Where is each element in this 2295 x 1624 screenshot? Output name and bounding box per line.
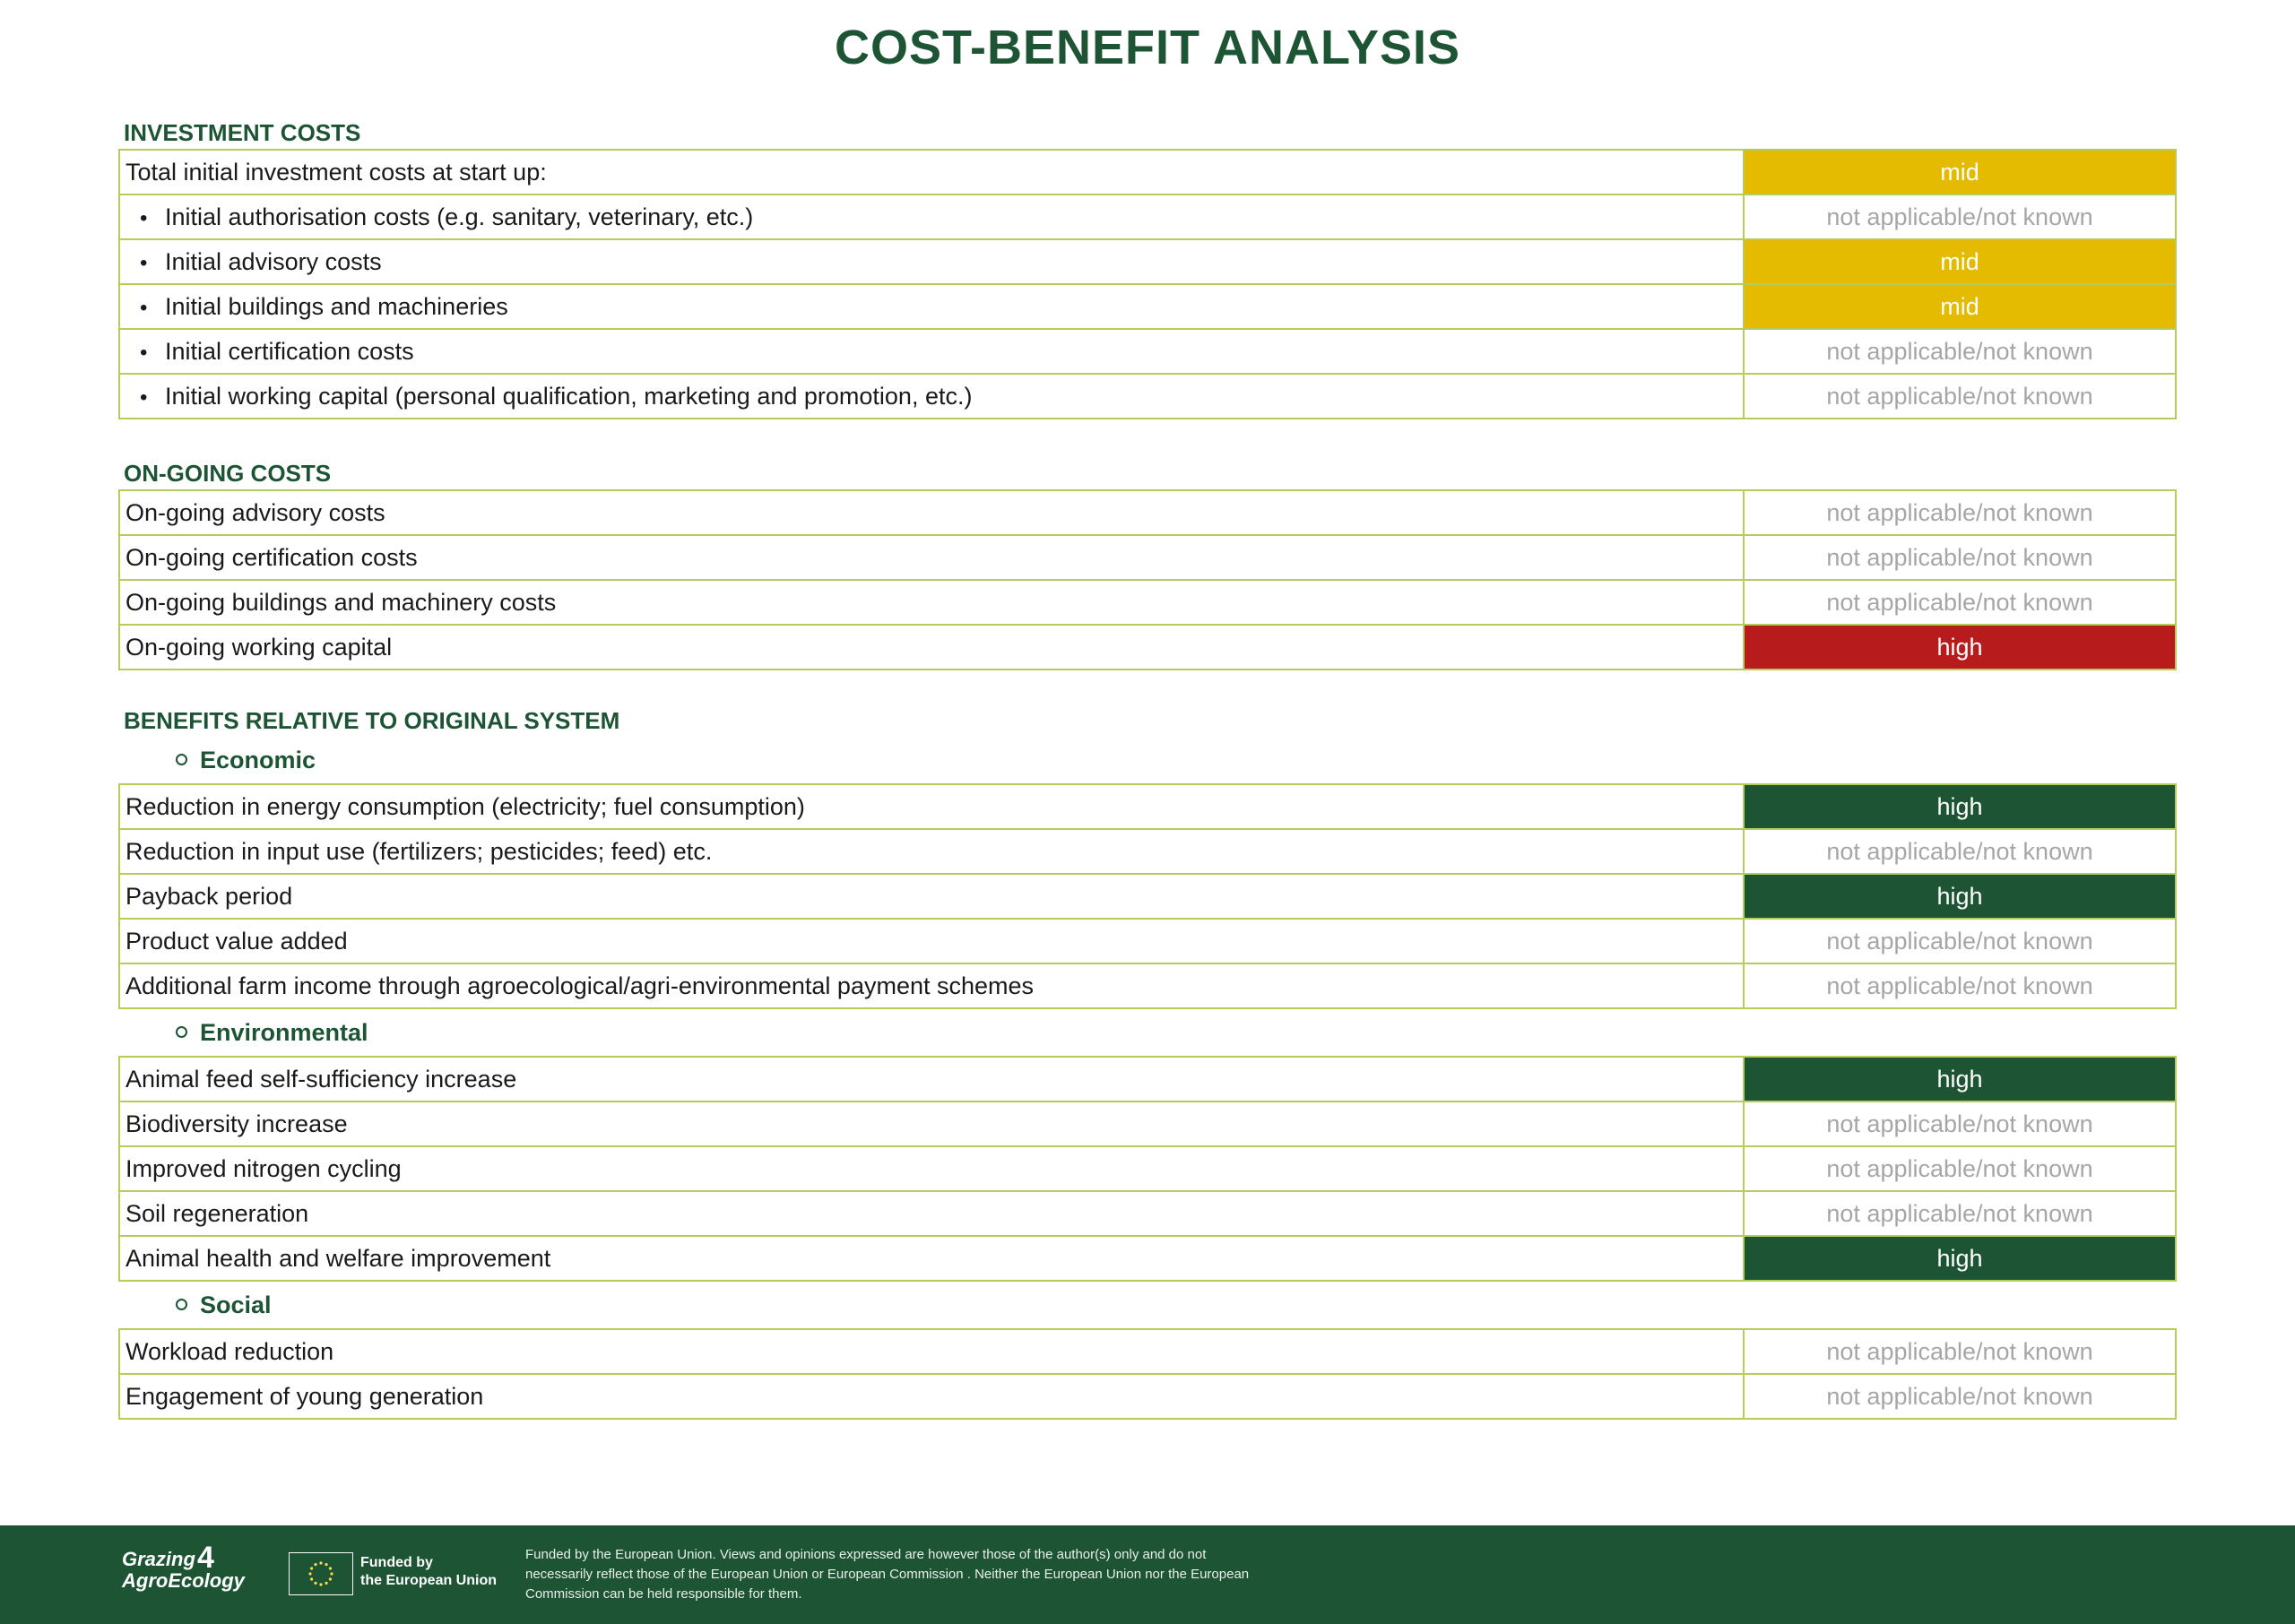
rating-cell: not applicable/not known bbox=[1744, 963, 2176, 1008]
bullet-icon: • bbox=[140, 205, 148, 230]
social-heading bbox=[118, 1282, 2177, 1328]
row-label: On-going certification costs bbox=[119, 535, 1744, 580]
environmental-benefits-table bbox=[118, 1056, 2177, 1282]
subsection-label: Economic bbox=[200, 747, 316, 773]
rating-cell: mid bbox=[1744, 284, 2176, 329]
table-row bbox=[119, 784, 2176, 829]
table-row bbox=[119, 874, 2176, 919]
circle-bullet-icon bbox=[176, 1299, 187, 1310]
subsection-label: Social bbox=[200, 1291, 272, 1318]
table-row bbox=[119, 919, 2176, 963]
row-label: Biodiversity increase bbox=[119, 1101, 1744, 1146]
row-label: On-going buildings and machinery costs bbox=[119, 580, 1744, 625]
rating-cell: high bbox=[1744, 1236, 2176, 1281]
table-row bbox=[119, 1329, 2176, 1374]
table-row bbox=[119, 1191, 2176, 1236]
cost-benefit-content bbox=[118, 117, 2177, 1420]
rating-cell: mid bbox=[1744, 239, 2176, 284]
row-label: Payback period bbox=[119, 874, 1744, 919]
table-row bbox=[119, 580, 2176, 625]
subsection-label: Environmental bbox=[200, 1019, 368, 1046]
row-label: On-going working capital bbox=[119, 625, 1744, 669]
row-label: Total initial investment costs at start up: bbox=[119, 150, 1744, 194]
row-label: Soil regeneration bbox=[119, 1191, 1744, 1236]
table-row bbox=[119, 194, 2176, 239]
ongoing-costs-table bbox=[118, 489, 2177, 670]
rating-cell: not applicable/not known bbox=[1744, 490, 2176, 535]
funded-by-eu-label: Funded by the European Union bbox=[360, 1555, 497, 1588]
rating-cell: not applicable/not known bbox=[1744, 829, 2176, 874]
row-label: Initial advisory costs bbox=[165, 247, 382, 275]
rating-cell: not applicable/not known bbox=[1744, 374, 2176, 419]
rating-cell: high bbox=[1744, 625, 2176, 669]
rating-cell: not applicable/not known bbox=[1744, 1146, 2176, 1191]
rating-cell: not applicable/not known bbox=[1744, 1329, 2176, 1374]
bullet-icon: • bbox=[140, 250, 148, 275]
table-row bbox=[119, 625, 2176, 669]
table-row bbox=[119, 490, 2176, 535]
bullet-icon: • bbox=[140, 340, 148, 365]
table-row bbox=[119, 1146, 2176, 1191]
rating-cell: high bbox=[1744, 1057, 2176, 1101]
investment-costs-title: INVESTMENT COSTS bbox=[124, 119, 361, 146]
benefits-title: BENEFITS RELATIVE TO ORIGINAL SYSTEM bbox=[124, 707, 620, 734]
rating-cell: not applicable/not known bbox=[1744, 194, 2176, 239]
row-label: Improved nitrogen cycling bbox=[119, 1146, 1744, 1191]
rating-cell: not applicable/not known bbox=[1744, 1374, 2176, 1419]
table-row bbox=[119, 1236, 2176, 1281]
rating-cell: high bbox=[1744, 874, 2176, 919]
table-row bbox=[119, 150, 2176, 194]
economic-heading bbox=[118, 737, 2177, 783]
row-label: Initial buildings and machineries bbox=[165, 292, 508, 320]
investment-costs-table bbox=[118, 149, 2177, 419]
rating-cell: high bbox=[1744, 784, 2176, 829]
table-row bbox=[119, 963, 2176, 1008]
social-benefits-table bbox=[118, 1328, 2177, 1420]
table-row bbox=[119, 535, 2176, 580]
table-row bbox=[119, 284, 2176, 329]
table-row bbox=[119, 829, 2176, 874]
table-row bbox=[119, 239, 2176, 284]
row-label: Initial authorisation costs (e.g. sanitary, veterinary, etc.) bbox=[165, 203, 754, 230]
rating-cell: not applicable/not known bbox=[1744, 535, 2176, 580]
circle-bullet-icon bbox=[176, 754, 187, 765]
rating-cell: not applicable/not known bbox=[1744, 580, 2176, 625]
row-label: Reduction in input use (fertilizers; pesticides; feed) etc. bbox=[119, 829, 1744, 874]
row-label: Workload reduction bbox=[119, 1329, 1744, 1374]
table-row bbox=[119, 1374, 2176, 1419]
table-row bbox=[119, 329, 2176, 374]
table-row bbox=[119, 1057, 2176, 1101]
rating-cell: not applicable/not known bbox=[1744, 1191, 2176, 1236]
grazing-agroecology-logo: Grazing AgroEcology 4 bbox=[122, 1541, 245, 1592]
row-label: On-going advisory costs bbox=[119, 490, 1744, 535]
row-label: Reduction in energy consumption (electricity; fuel consumption) bbox=[119, 784, 1744, 829]
row-label: Animal feed self-sufficiency increase bbox=[119, 1057, 1744, 1101]
ongoing-costs-title: ON-GOING COSTS bbox=[124, 460, 332, 487]
rating-cell: mid bbox=[1744, 150, 2176, 194]
bullet-icon: • bbox=[140, 384, 148, 410]
footer bbox=[0, 1525, 2295, 1624]
funding-disclaimer: Funded by the European Union. Views and opinions expressed are however those of the author(s) only and do not necessarily reflect those of the European Union or European Commission . Neither the European Union nor the European Commission can be held responsible for them. bbox=[525, 1547, 1250, 1602]
eu-flag-icon bbox=[289, 1552, 353, 1595]
row-label: Initial certification costs bbox=[165, 337, 414, 365]
row-label: Product value added bbox=[119, 919, 1744, 963]
row-label: Additional farm income through agroecological/agri-environmental payment schemes bbox=[119, 963, 1744, 1008]
table-row bbox=[119, 374, 2176, 419]
economic-benefits-table bbox=[118, 783, 2177, 1009]
page-title: COST-BENEFIT ANALYSIS bbox=[834, 21, 1461, 74]
rating-cell: not applicable/not known bbox=[1744, 1101, 2176, 1146]
rating-cell: not applicable/not known bbox=[1744, 329, 2176, 374]
row-label: Engagement of young generation bbox=[119, 1374, 1744, 1419]
rating-cell: not applicable/not known bbox=[1744, 919, 2176, 963]
bullet-icon: • bbox=[140, 295, 148, 320]
table-row bbox=[119, 1101, 2176, 1146]
environmental-heading bbox=[118, 1009, 2177, 1056]
circle-bullet-icon bbox=[176, 1026, 187, 1038]
row-label: Animal health and welfare improvement bbox=[119, 1236, 1744, 1281]
row-label: Initial working capital (personal qualification, marketing and promotion, etc.) bbox=[165, 382, 973, 410]
